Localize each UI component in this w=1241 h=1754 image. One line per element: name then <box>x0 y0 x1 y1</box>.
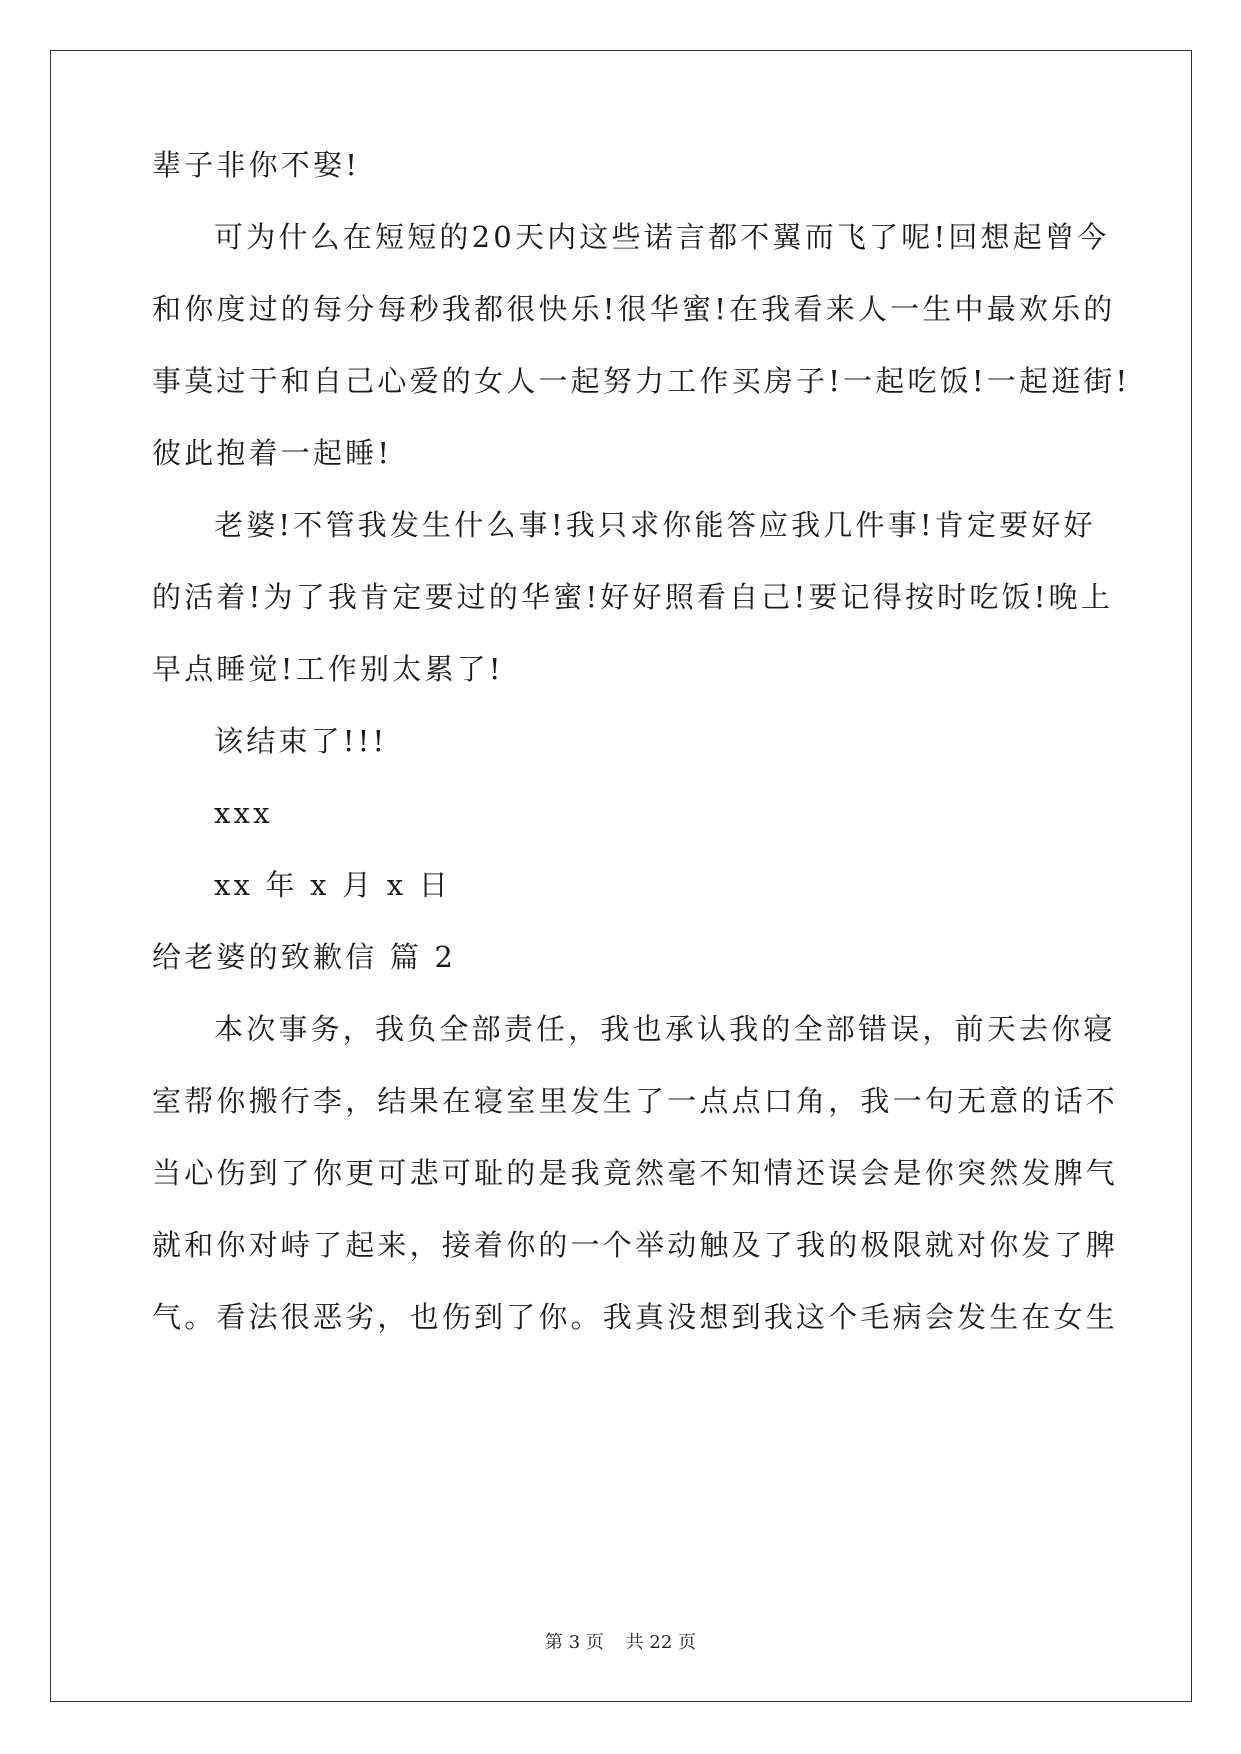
signature-date: xx 年 x 月 x 日 <box>214 868 451 902</box>
text-line: 早点睡觉!工作别太累了! <box>152 652 504 686</box>
text-line: 老婆!不管我发生什么事!我只求你能答应我几件事!肯定要好好 <box>214 508 1096 542</box>
text-line: 事莫过于和自己心爱的女人一起努力工作买房子!一起吃饭!一起逛街! <box>152 364 1131 398</box>
text-line: 该结束了!!! <box>214 724 388 758</box>
text-line: 就和你对峙了起来，接着你的一个举动触及了我的极限就对你发了脾 <box>152 1228 1119 1262</box>
text-line: 本次事务，我负全部责任，我也承认我的全部错误，前天去你寝 <box>214 1012 1116 1046</box>
text-line: 当心伤到了你更可悲可耻的是我竟然毫不知情还误会是你突然发脾气 <box>152 1156 1119 1190</box>
text-line: 彼此抱着一起睡! <box>152 436 393 470</box>
page-total: 共 22 页 <box>625 1632 696 1653</box>
text-line: 和你度过的每分每秒我都很快乐!很华蜜!在我看来人一生中最欢乐的 <box>152 292 1116 326</box>
section-heading: 给老婆的致歉信 篇 2 <box>152 940 457 974</box>
page-footer <box>0 1628 1241 1654</box>
page-number: 第 3 页 <box>545 1632 604 1653</box>
text-line: 的活着!为了我肯定要过的华蜜!好好照看自己!要记得按时吃饭!晚上 <box>152 580 1114 614</box>
text-line: 可为什么在短短的20天内这些诺言都不翼而飞了呢!回想起曾今 <box>214 220 1110 254</box>
text-line: 气。看法很恶劣，也伤到了你。我真没想到我这个毛病会发生在女生 <box>152 1300 1119 1334</box>
text-line: 室帮你搬行李，结果在寝室里发生了一点点口角，我一句无意的话不 <box>152 1084 1119 1118</box>
signature-name: xxx <box>214 796 273 830</box>
text-line: 辈子非你不娶! <box>152 148 361 182</box>
